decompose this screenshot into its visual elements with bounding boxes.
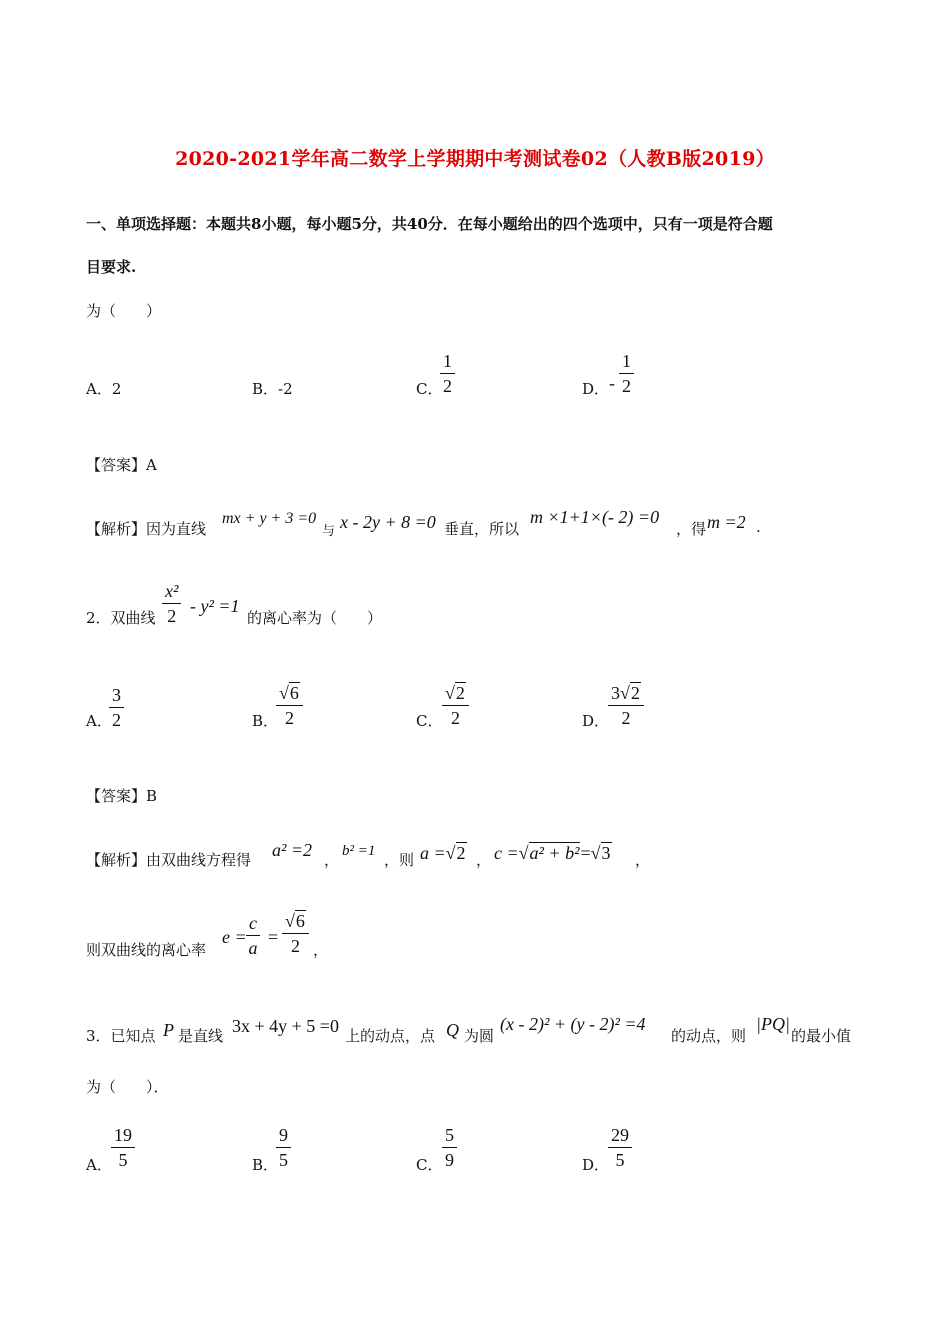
- q1-stem-tail: 为（ ）: [86, 302, 162, 320]
- q2-option-a-fraction: [109, 684, 124, 731]
- q1-option-d-num: 1: [619, 350, 634, 374]
- q1-option-a: A．2: [86, 380, 122, 398]
- q2-eq2: b² =1: [342, 843, 376, 859]
- sqrt-icon: √: [590, 843, 601, 863]
- q3-option-b-num: 9: [276, 1124, 291, 1148]
- q3-option-c-den: 9: [445, 1150, 454, 1170]
- q2-option-a-num: 3: [109, 684, 124, 708]
- q1-option-d-den: 2: [622, 376, 631, 396]
- q2-option-d-num: 2: [630, 683, 640, 703]
- q2-e-rden: 2: [290, 936, 300, 956]
- q2-eq-tail: - y² =1: [190, 596, 240, 616]
- q1-option-d-label: D．: [582, 380, 610, 398]
- q2-e-lhs: e =: [222, 927, 247, 947]
- q2-analysis-label: 【解析】由双曲线方程得: [86, 851, 252, 869]
- q2-option-b-fraction: [276, 682, 303, 729]
- q3-option-a-den: 5: [118, 1150, 128, 1170]
- q2-conn1: ，则: [384, 851, 415, 869]
- section-heading-line2: 目要求.: [86, 258, 137, 276]
- q3-stem4: 为圆: [464, 1027, 495, 1045]
- q3-stem-prefix: 3．已知点: [86, 1027, 156, 1045]
- q3-eq-line: 3x + 4y + 5 =0: [232, 1016, 339, 1036]
- sqrt-icon: √: [445, 683, 455, 703]
- sqrt-icon: √: [279, 683, 289, 703]
- q2-option-c-den: 2: [450, 708, 460, 728]
- q2-option-a-den: 2: [112, 710, 121, 730]
- q3-point-p: P: [163, 1020, 174, 1040]
- q2-frac-num: x²: [162, 580, 181, 604]
- q2-e-result-fraction: [282, 910, 309, 957]
- q3-option-d-num: 29: [608, 1124, 632, 1148]
- q1-conn2: 垂直，所以: [444, 520, 520, 538]
- q1-option-c-num: 1: [440, 350, 455, 374]
- page-title: 2020-2021学年高二数学上学期期中考测试卷02（人教B版2019）: [175, 148, 775, 170]
- q1-conn3: ，得: [676, 520, 707, 538]
- q2-eq4-rad2: 3: [601, 843, 611, 863]
- q2-option-b-num: 6: [289, 683, 299, 703]
- q1-eq4: m =2: [707, 512, 746, 532]
- q3-option-c-label: C．: [416, 1156, 443, 1174]
- q2-line2-prefix: 则双曲线的离心率: [86, 941, 207, 959]
- q2-sep1: ，: [324, 851, 340, 869]
- q1-conn1: 与: [322, 524, 336, 539]
- q2-eq4-rad: a² + b²: [529, 843, 580, 863]
- sqrt-icon: √: [518, 843, 529, 863]
- q2-e-fraction: [246, 912, 260, 959]
- q1-answer: 【答案】A: [86, 456, 157, 474]
- q3-eq-circle: (x - 2)² + (y - 2)² =4: [500, 1014, 646, 1034]
- q2-option-c-fraction: [442, 682, 469, 729]
- q2-end2: ，: [313, 941, 329, 959]
- q2-option-b-label: B．: [252, 712, 279, 730]
- q3-option-b-den: 5: [279, 1150, 288, 1170]
- q2-eq4: [494, 842, 612, 864]
- q2-stem-suffix: 的离心率为（ ）: [247, 609, 383, 627]
- q3-option-d-den: 5: [615, 1150, 625, 1170]
- sqrt-icon: √: [285, 911, 295, 931]
- q1-eq1: mx + y + 3 =0: [222, 510, 317, 527]
- q2-answer: 【答案】B: [86, 787, 158, 805]
- q3-stem5: 的动点，则: [671, 1027, 747, 1045]
- q2-option-d-label: D．: [582, 712, 610, 730]
- q1-analysis-label: 【解析】因为直线: [86, 520, 207, 538]
- q1-option-c-fraction: [440, 350, 455, 397]
- q3-option-a-label: A．: [86, 1156, 112, 1174]
- q2-option-d-coef: 3: [611, 683, 620, 703]
- sqrt-icon: √: [445, 843, 456, 863]
- q3-option-d-fraction: [608, 1124, 632, 1171]
- q1-option-c-den: 2: [443, 376, 452, 396]
- q3-option-b-label: B．: [252, 1156, 279, 1174]
- q2-option-a-label: A．: [86, 712, 112, 730]
- q1-option-b: B．-2: [252, 380, 293, 398]
- q2-option-d-den: 2: [621, 708, 631, 728]
- q2-eq3: [420, 842, 467, 864]
- q1-option-d-fraction: [619, 350, 634, 397]
- q1-eq2: x - 2y + 8 =0: [340, 512, 436, 532]
- q2-option-c-num: 2: [455, 683, 465, 703]
- q3-option-a-fraction: [111, 1124, 135, 1171]
- q3-option-a-num: 19: [111, 1124, 135, 1148]
- q2-stem-fraction: [162, 580, 181, 627]
- q2-frac-den: 2: [167, 606, 177, 626]
- q1-eq3: m ×1+1×(- 2) =0: [530, 507, 660, 527]
- q3-stem-line2: 为（ ）．: [86, 1078, 169, 1096]
- q2-e-eq: =: [268, 927, 279, 947]
- q2-end1: ，: [635, 851, 651, 869]
- q2-e-rnum: 6: [295, 911, 305, 931]
- q3-stem6: 的最小值: [791, 1027, 852, 1045]
- q2-e-num: c: [246, 912, 260, 936]
- q2-eq3-lhs: a =: [420, 843, 446, 863]
- q3-stem3: 上的动点，点: [345, 1027, 436, 1045]
- q3-pq: |PQ|: [756, 1014, 790, 1034]
- sqrt-icon: √: [620, 683, 630, 703]
- q2-option-b-den: 2: [284, 708, 294, 728]
- q3-option-d-label: D．: [582, 1156, 610, 1174]
- q2-stem-prefix: 2．双曲线: [86, 609, 156, 627]
- q3-stem2: 是直线: [178, 1027, 224, 1045]
- q1-option-c-label: C．: [416, 380, 443, 398]
- q3-option-b-fraction: [276, 1124, 291, 1171]
- q2-eq3-rad: 2: [456, 843, 466, 863]
- section-heading-line1: 一、单项选择题：本题共8小题，每小题5分，共40分．在每小题给出的四个选项中，只有一项是符合题: [86, 215, 773, 233]
- q2-sep2: ，: [476, 851, 492, 869]
- q1-end: .: [756, 518, 761, 536]
- q2-eq1: a² =2: [272, 840, 313, 860]
- q3-point-q: Q: [446, 1020, 459, 1040]
- q2-e-den: a: [248, 938, 258, 958]
- q3-option-c-num: 5: [442, 1124, 457, 1148]
- q2-eq4-eq: =: [580, 843, 591, 863]
- q3-option-c-fraction: [442, 1124, 457, 1171]
- q2-option-c-label: C．: [416, 712, 443, 730]
- q2-option-d-fraction: [608, 682, 644, 729]
- q2-eq4-lhs: c =: [494, 843, 519, 863]
- q1-option-d-sign: -: [609, 373, 615, 393]
